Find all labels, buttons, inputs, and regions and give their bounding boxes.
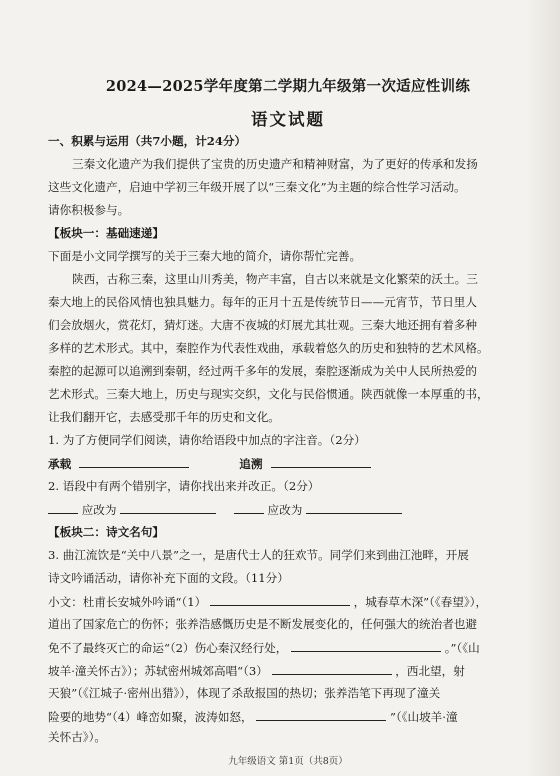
exam-title: 2024—2025学年度第二学期九年级第一次适应性训练 [105,78,471,95]
q3-line-8 [48,709,528,724]
intro-line-2: 这些文化遗产，启迪中学初三年级开展了以“三秦文化”为主题的综合性学习活动。 [48,180,466,194]
q1-answer-blank-2[interactable] [271,456,371,468]
passage-line-1: 陕西，古称三秦，这里山川秀美，物产丰富，自古以来就是文化繁荣的沃土。三 [72,272,478,286]
passage-line-3: 们会放烟火，赏花灯，猜灯迷。大唐不夜城的灯展尤其壮观。三秦大地还拥有着多种 [48,318,477,332]
passage-line-2: 秦大地上的民俗风情也独具魅力。每年的正月十五是传统节日——元宵节，节日里人 [48,295,477,309]
q3-line-6 [48,663,528,678]
passage-line-5: 秦腔的起源可以追溯到秦朝，经过两千多年的发展，秦腔逐渐成为关中人民所热爱的 [48,364,477,378]
q2-fix-blank-1[interactable] [120,502,216,514]
answer-blank-3[interactable] [272,663,392,675]
intro-line-3: 请你积极参与。 [48,203,130,217]
q2-correction-label: 应改为 [81,503,117,517]
q3-line-1: 3. 曲江流饮是“关中八景”之一，是唐代士人的狂欢节。同学们来到曲江池畔，开展 [48,548,469,562]
question-1: 1. 为了方便同学们阅读，请你给语段中加点的字注音。（2分） [48,433,366,447]
q1-answer-blank-1[interactable] [79,456,189,468]
q3-line-9: 关怀古》）。 [48,730,106,744]
page-edge-shadow [526,0,560,776]
q2-fix-blank-2[interactable] [306,502,402,514]
text-segment: 。”（《山 [444,641,480,655]
q1-answer-row [48,456,528,471]
exam-subtitle: 语文试题 [251,110,325,129]
text-segment: 险要的地势“（4）峰峦如聚，波涛如怒， [48,710,253,724]
answer-blank-2[interactable] [291,640,441,652]
q2-correction-label: 应改为 [267,503,303,517]
q2-wrong-blank-1[interactable] [48,502,78,514]
passage-line-7: 让我们翻开它，去感受那千年的历史和文化。 [48,410,280,424]
speaker-xiaowen: 小文：杜甫长安城外吟诵“（1） [48,595,207,609]
passage-line-6: 艺术形式。三秦大地上，历史与现实交织，文化与民俗惯通。陕西就像一本厚重的书， [48,387,489,401]
text-segment: ，西北望，射 [395,664,465,678]
q3-line-2: 诗文吟诵活动，请你补充下面的文段。（11分） [48,571,289,585]
q3-line-7: 天狼”（《江城子·密州出猎》），体现了杀敌报国的热切；张养浩笔下再现了潼关 [48,686,441,700]
q3-line-5 [48,640,528,655]
block1-prompt: 下面是小文同学撰写的关于三秦大地的简介，请你帮忙完善。 [48,249,362,263]
section1-heading: 一、积累与运用（共7小题，计24分） [48,134,247,148]
passage-line-4: 多样的艺术形式。其中，秦腔作为代表性戏曲，承载着悠久的历史和独特的艺术风格。 [48,341,489,355]
intro-line-1: 三秦文化遗产为我们提供了宝贵的历史遗产和精神财富，为了更好的传承和发扬 [72,157,478,171]
answer-blank-1[interactable] [210,594,350,606]
question-2: 2. 语段中有两个错别字，请你找出来并改正。（2分） [48,479,320,493]
q3-line-3 [48,594,528,609]
q3-line-4: 道出了国家危亡的伤怀；张养浩感慨历史是不断发展变化的，任何强大的统治者也避 [48,617,477,631]
q2-answer-row [48,502,528,517]
text-segment: ”（《山坡羊·潼 [389,710,458,724]
q1-item-label: 承载 [48,457,72,471]
text-segment: ，城春草木深”（《春望》）， [353,595,488,609]
q2-wrong-blank-2[interactable] [234,502,264,514]
text-segment: 坡羊·潼关怀古》）；苏轼密州城郊高唱“（3） [48,664,268,678]
q1-item-label: 追溯 [239,457,263,471]
page-footer: 九年级语文 第1页（共8页） [228,756,348,767]
block2-heading: 【板块二：诗文名句】 [48,525,164,539]
answer-blank-4[interactable] [256,709,386,721]
text-segment: 免不了最终灭亡的命运“（2）伤心秦汉经行处， [48,641,288,655]
block1-heading: 【板块一：基础速递】 [48,226,164,240]
